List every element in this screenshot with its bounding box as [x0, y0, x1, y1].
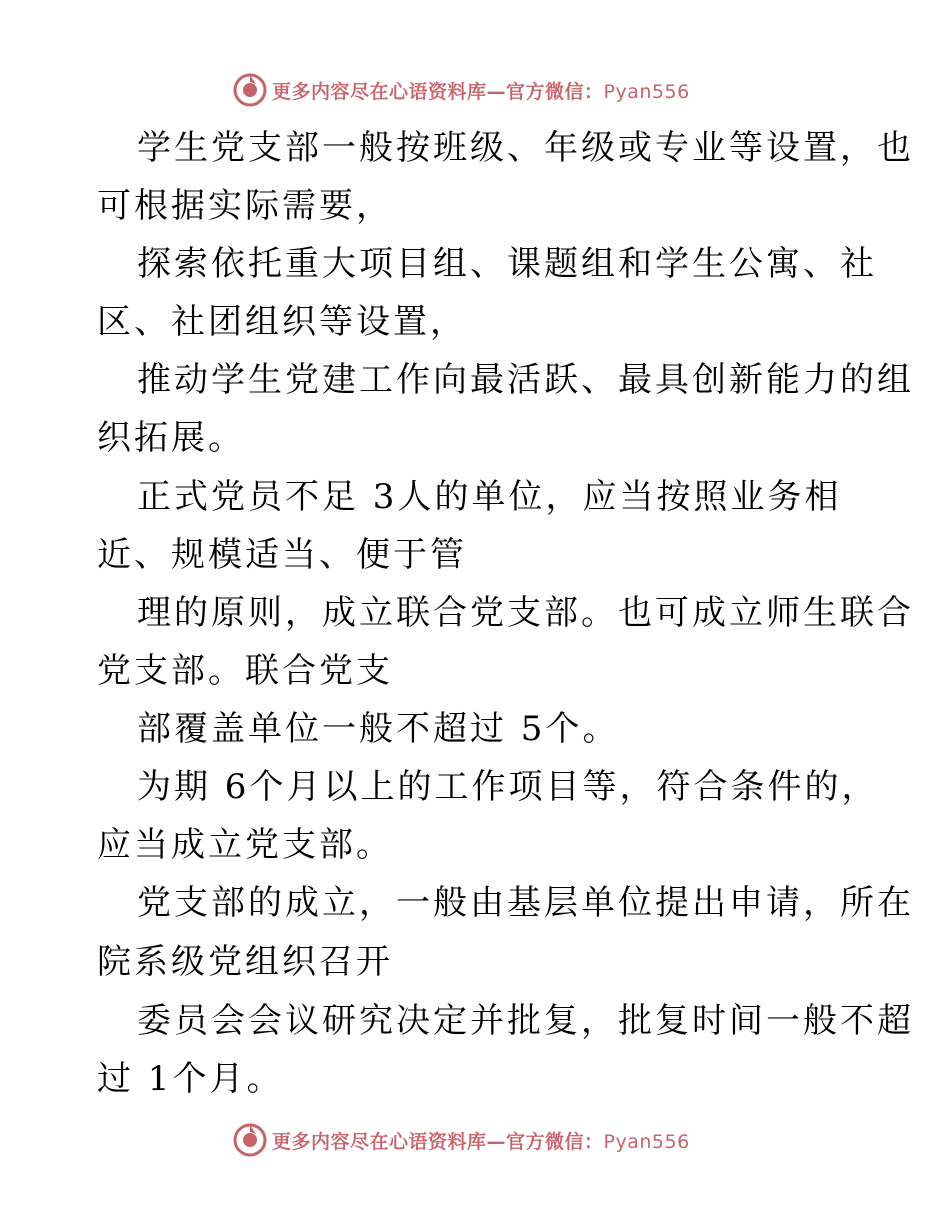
header-banner [232, 70, 752, 110]
paragraph-line: 探索依托重大项目组、课题组和学生公寓、社 [137, 244, 877, 284]
logo-icon [232, 72, 268, 108]
banner-text: 更多内容尽在心语资料库—官方微信：Pyan556 [272, 1130, 690, 1153]
paragraph-line: 理的原则，成立联合党支部。也可成立师生联合 [137, 593, 914, 633]
paragraph-line: 近、规模适当、便于管 [97, 535, 467, 575]
logo-icon [232, 1122, 268, 1158]
paragraph-line: 可根据实际需要， [97, 186, 393, 226]
paragraph-line: 正式党员不足 3人的单位，应当按照业务相 [137, 477, 842, 517]
paragraph-line: 党支部的成立，一般由基层单位提出申请，所在 [137, 883, 914, 923]
paragraph-line: 应当成立党支部。 [97, 825, 393, 865]
footer-banner [232, 1120, 752, 1160]
paragraph-line: 为期 6个月以上的工作项目等，符合条件的， [137, 767, 879, 807]
paragraph-line: 委员会会议研究决定并批复，批复时间一般不超 [137, 1001, 914, 1041]
paragraph-line: 院系级党组织召开 [97, 942, 393, 982]
paragraph-line: 推动学生党建工作向最活跃、最具创新能力的组 [137, 360, 914, 400]
banner-wechat-id: Pyan556 [603, 1130, 690, 1153]
paragraph-line: 学生党支部一般按班级、年级或专业等设置，也 [137, 128, 914, 168]
banner-text: 更多内容尽在心语资料库—官方微信：Pyan556 [272, 80, 690, 103]
banner-wechat-id: Pyan556 [603, 80, 690, 103]
paragraph-line: 过 1个月。 [97, 1059, 284, 1099]
paragraph-line: 部覆盖单位一般不超过 5个。 [137, 709, 620, 749]
paragraph-line: 织拓展。 [97, 418, 245, 458]
paragraph-line: 党支部。联合党支 [97, 651, 393, 691]
paragraph-line: 区、社团组织等设置， [97, 302, 467, 342]
